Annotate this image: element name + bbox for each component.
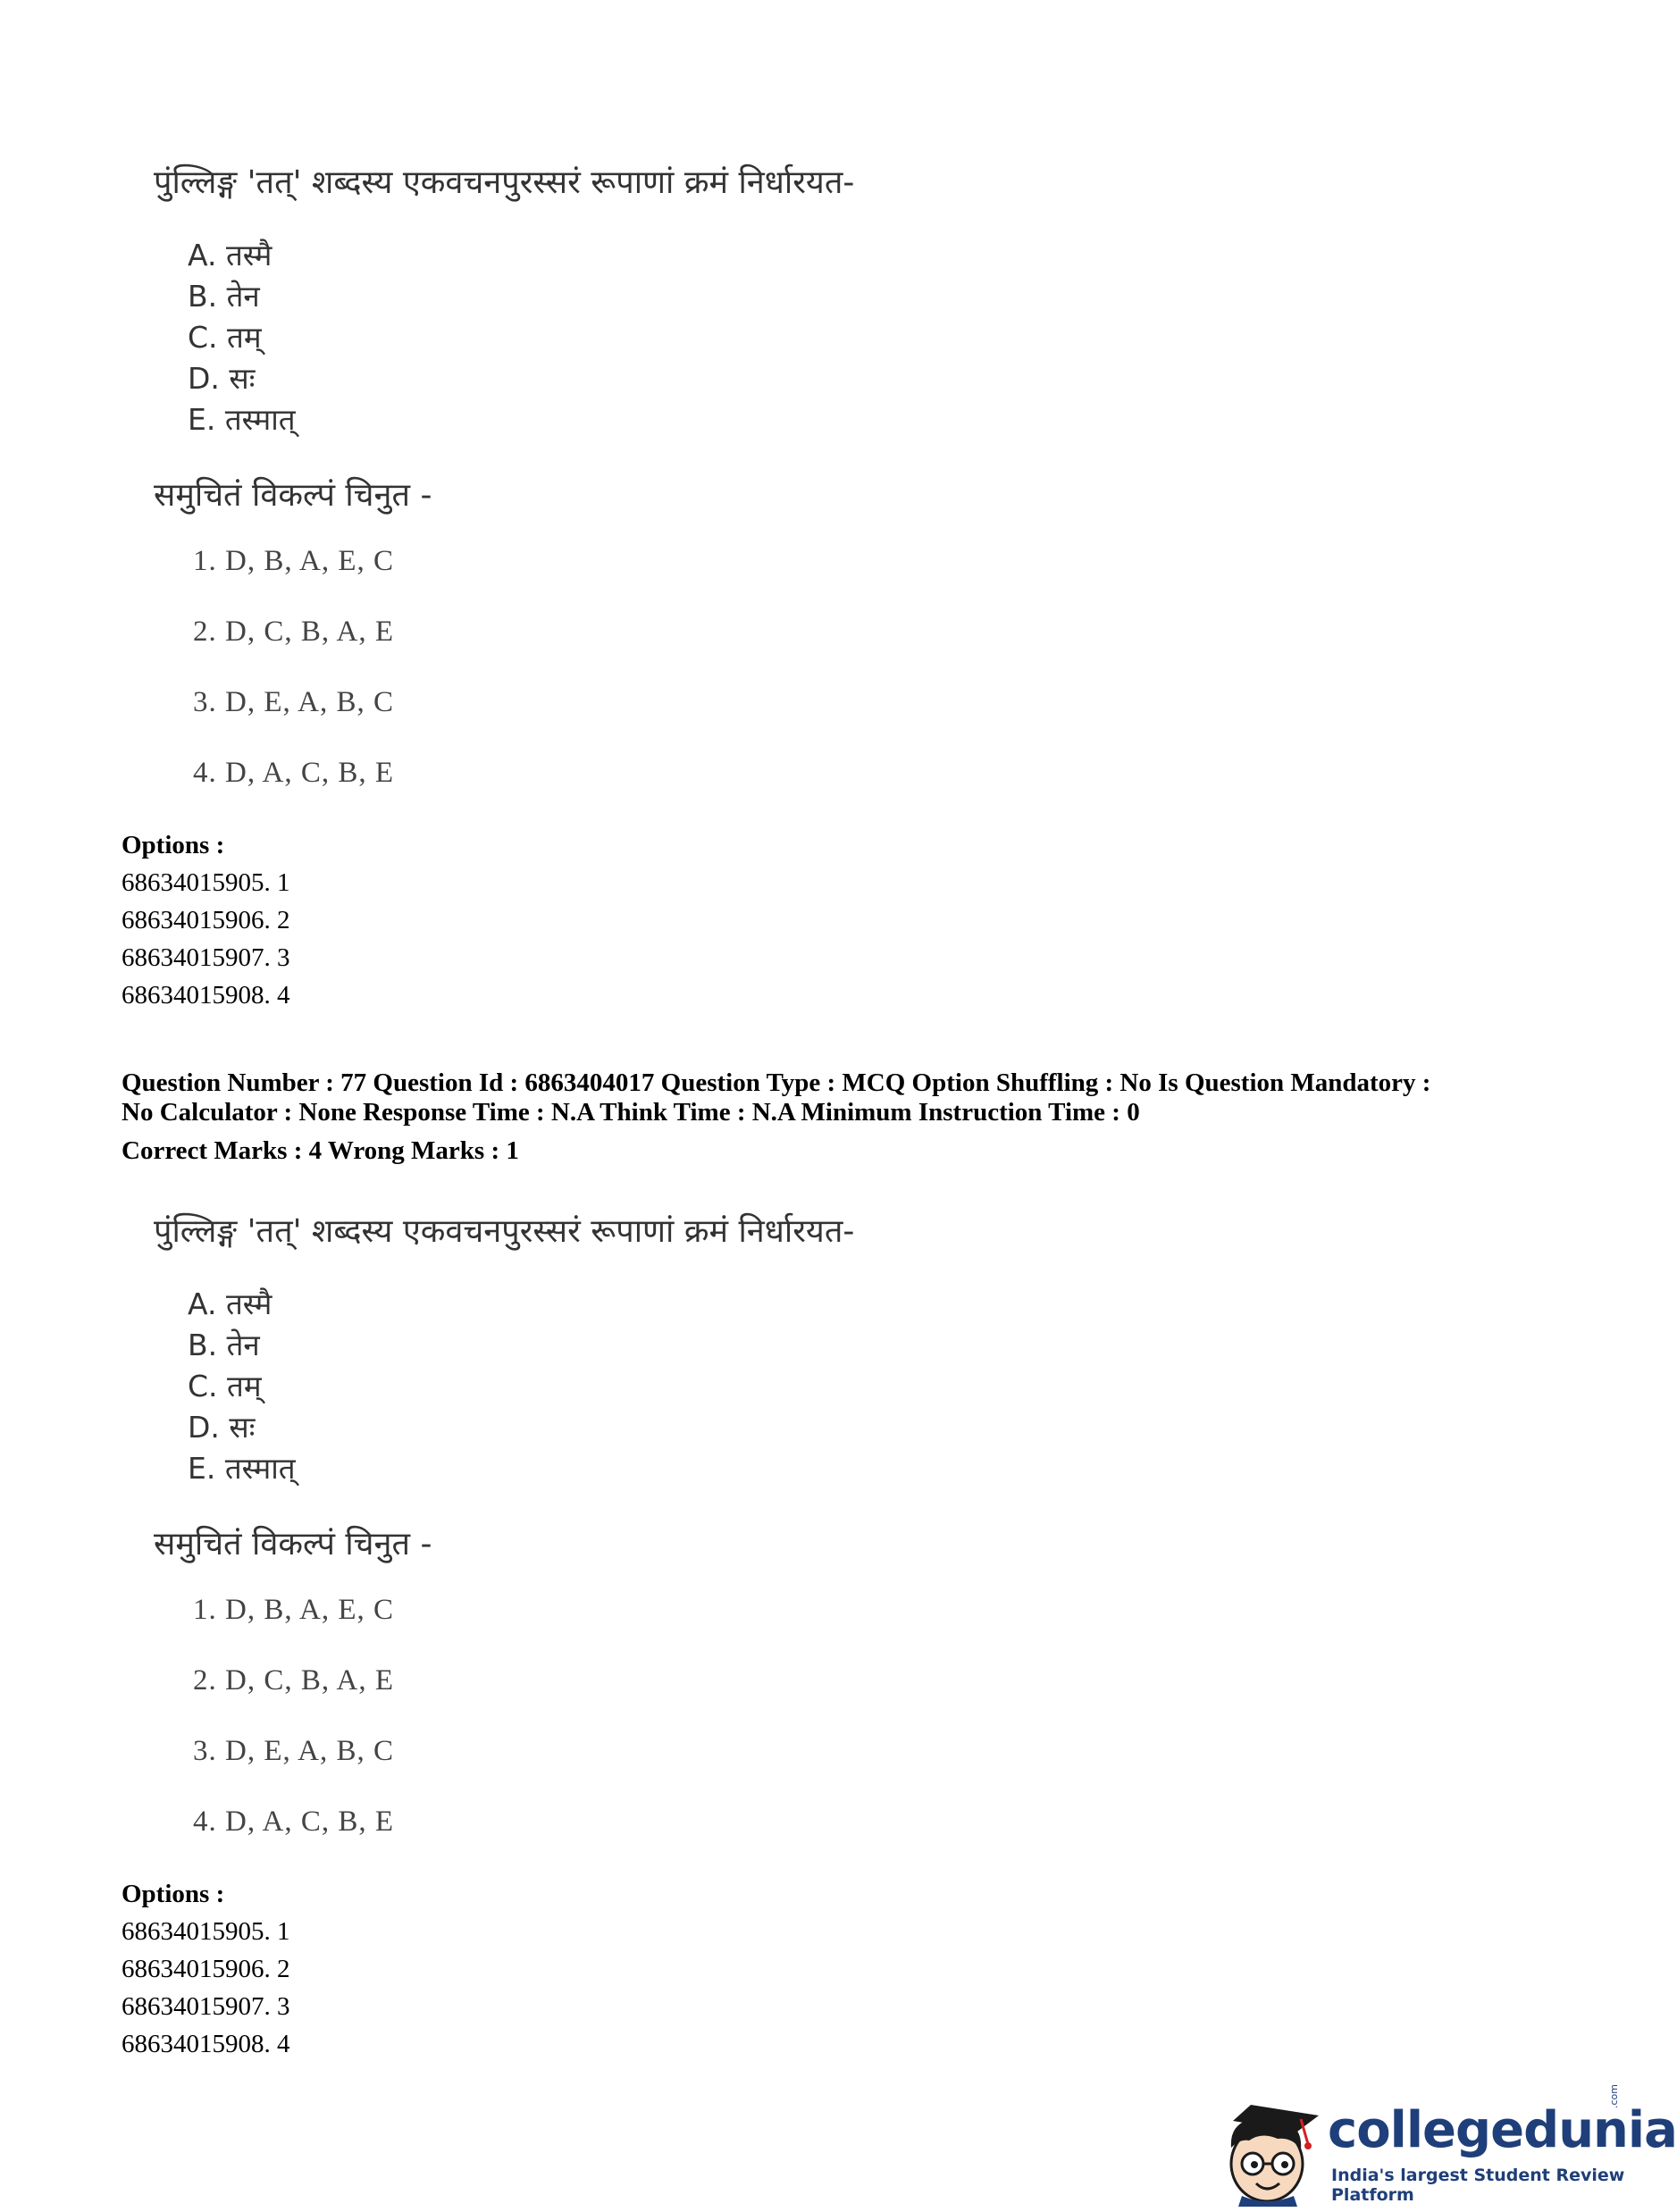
- question-1-item-d: D. सः: [188, 361, 256, 396]
- question-2-stem: पुंल्लिङ्ग 'तत्' शब्दस्य एकवचनपुरस्सरं रूपाणां क्रमं निर्धारयत-: [154, 1213, 855, 1250]
- question-1-option-3: 68634015907. 3: [122, 943, 290, 972]
- question-1-option-1: 68634015905. 1: [122, 868, 290, 897]
- question-1-choice-4: 4. D, A, C, B, E: [193, 757, 395, 789]
- question-2-choice-4: 4. D, A, C, B, E: [193, 1806, 395, 1838]
- question-1-choice-1: 1. D, B, A, E, C: [193, 545, 395, 577]
- question-1-choose-label: समुचितं विकल्पं चिनुत -: [154, 477, 432, 514]
- question-2-choose-label: समुचितं विकल्पं चिनुत -: [154, 1526, 432, 1563]
- question-2-item-e: E. तस्मात्: [188, 1451, 296, 1486]
- question-2-choice-1: 1. D, B, A, E, C: [193, 1594, 395, 1626]
- question-2-option-3: 68634015907. 3: [122, 1992, 290, 2021]
- question-1-stem: पुंल्लिङ्ग 'तत्' शब्दस्य एकवचनपुरस्सरं रूपाणां क्रमं निर्धारयत-: [154, 164, 855, 201]
- logo-tagline: India's largest Student Review Platform: [1331, 2166, 1625, 2205]
- question-2-meta-line-2: No Calculator : None Response Time : N.A Think Time : N.A Minimum Instruction Time : 0: [122, 1098, 1140, 1127]
- question-2-option-2: 68634015906. 2: [122, 1955, 290, 1983]
- mascot-icon: [1215, 2085, 1322, 2207]
- question-2-marks: Correct Marks : 4 Wrong Marks : 1: [122, 1136, 519, 1165]
- question-1-item-c: C. तम्: [188, 320, 262, 355]
- question-1-options-heading: Options :: [122, 831, 225, 859]
- question-2-meta-line-1: Question Number : 77 Question Id : 6863404017 Question Type : MCQ Option Shuffling : No Is Question Mandatory :: [122, 1068, 1431, 1097]
- question-2-option-4: 68634015908. 4: [122, 2030, 290, 2058]
- question-2-choice-3: 3. D, E, A, B, C: [193, 1735, 395, 1767]
- question-1-item-b: B. तेन: [188, 279, 260, 314]
- question-2-item-d: D. सः: [188, 1410, 256, 1445]
- question-1-item-e: E. तस्मात्: [188, 402, 296, 437]
- question-1-item-a: A. तस्मै: [188, 238, 273, 272]
- logo-wordmark: collegedunia: [1328, 2101, 1677, 2159]
- question-2-item-a: A. तस्मै: [188, 1286, 273, 1321]
- question-1-choice-3: 3. D, E, A, B, C: [193, 686, 395, 718]
- question-2-item-c: C. तम्: [188, 1369, 262, 1403]
- question-2-option-1: 68634015905. 1: [122, 1917, 290, 1946]
- question-1-choice-2: 2. D, C, B, A, E: [193, 616, 395, 648]
- question-2-options-heading: Options :: [122, 1880, 225, 1908]
- logo-com: .com: [1608, 2084, 1620, 2108]
- question-1-option-4: 68634015908. 4: [122, 981, 290, 1010]
- question-1-option-2: 68634015906. 2: [122, 906, 290, 934]
- question-2-item-b: B. तेन: [188, 1328, 260, 1362]
- question-2-choice-2: 2. D, C, B, A, E: [193, 1664, 395, 1697]
